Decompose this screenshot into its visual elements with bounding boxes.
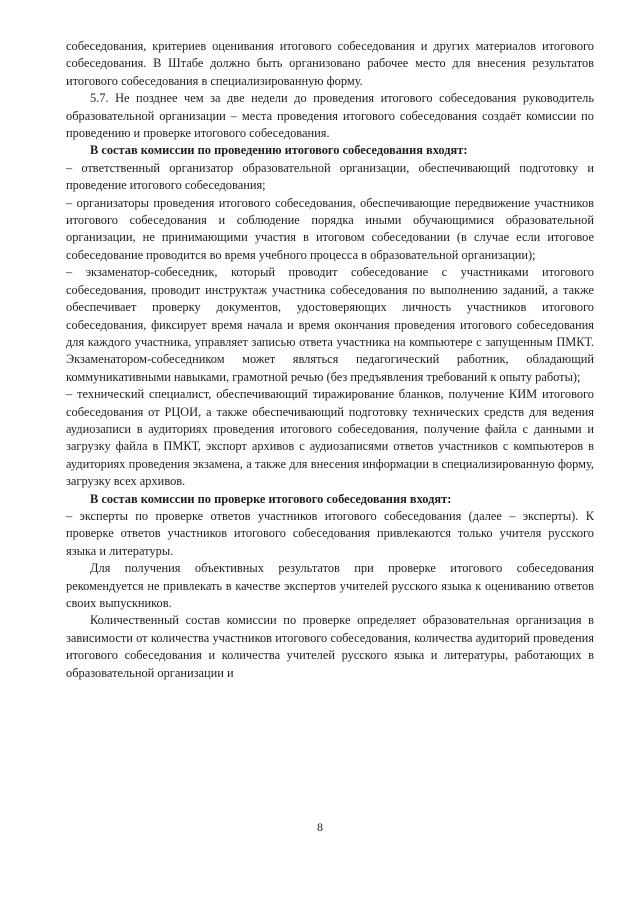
list-item-examiner: – экзаменатор-собеседник, который проводит собеседование с участниками итогового собеседования, проводит инструктаж участника собеседования по выполнению заданий, а также обеспечивает проверку документов, удостоверяющих личность участников итогового собеседования, фиксирует время начала и время окончания проведения итогового собеседования для каждого участника, управляет записью ответа участника на компьютере с запущенным ПМКТ. Экзаменатором-собеседником может являться педагогический работник, обладающий коммуникативными навыками, грамотной речью (без предъявления требований к опыту работы);: [66, 265, 594, 384]
section-heading-check: В состав комиссии по проверке итогового собеседования входят:: [90, 491, 452, 506]
paragraph-2: 5.7. Не позднее чем за две недели до проведения итогового собеседования руководитель образовательной организации – места проведения итогового собеседования создаёт комиссии по проведению и проверке итогового собеседования.: [66, 91, 594, 141]
list-item-technical-specialist: – технический специалист, обеспечивающий тиражирование бланков, получение КИМ итогового собеседования от РЦОИ, а также обеспечивающий подготовку технических средств для ведения аудиозаписи в аудиториях проведения итогового собеседования, получение файла с данными и загрузку файла в ПМКТ, экспорт архивов с аудиозаписями ответов участников с компьютеров в аудиториях проведения экзамена, а также для внесения информации в специализированную форму, загрузку всех архивов.: [66, 387, 594, 489]
list-item-experts: – эксперты по проверке ответов участников итогового собеседования (далее – эксперты). К проверке ответов участников итогового собеседования привлекаются только учителя русского языка и литературы.: [66, 508, 594, 558]
list-item-responsible-organizer: – ответственный организатор образовательной организации, обеспечивающий подготовку и проведение итогового собеседования;: [66, 160, 594, 193]
paragraph-composition: Количественный состав комиссии по проверке определяет образовательная организация в зависимости от количества участников итогового собеседования, количества аудиторий проведения итогового собеседования и количества учителей русского языка и литературы, работающих в образовательной организации и: [66, 613, 594, 680]
list-item-organizers: – организаторы проведения итогового собеседования, обеспечивающие передвижение участников итогового собеседования и соблюдение порядка иными обучающимися образовательной организации, не принимающими участия в итоговом собеседовании (в случае если итоговое собеседование проводится во время учебного процесса в образовательной организации);: [66, 195, 594, 262]
paragraph-1: собеседования, критериев оценивания итогового собеседования и других материалов итогового собеседования. В Штабе должно быть организовано рабочее место для внесения результатов итогового собеседования в специализированную форму.: [66, 39, 594, 88]
document-page: [66, 38, 594, 682]
page-number: 8: [317, 820, 323, 834]
paragraph-recommendation: Для получения объективных результатов при проверке итогового собеседования рекомендуется не привлекать в качестве экспертов учителей русского языка к оцениванию ответов своих выпускников.: [66, 561, 594, 610]
section-heading-conduct: В состав комиссии по проведению итогового собеседования входят:: [90, 143, 468, 158]
